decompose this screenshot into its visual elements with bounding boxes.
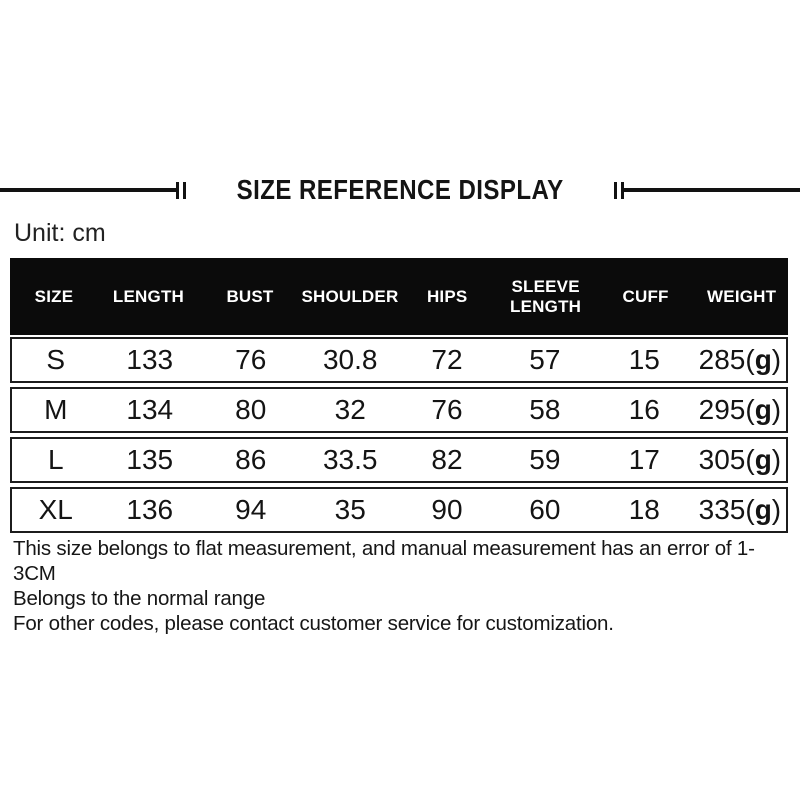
title-tick-icon (614, 182, 617, 199)
note-line: Belongs to the normal range (13, 587, 266, 610)
table-row (10, 437, 788, 483)
value-cell: 33.5 (322, 444, 378, 475)
title-band (0, 171, 800, 209)
value-cell: 15 (628, 344, 660, 375)
note-line: This size belongs to flat measurement, and manual measurement has an error of 1-3CM (13, 537, 755, 585)
column-header: BUST (226, 286, 274, 306)
value-cell: 76 (235, 344, 267, 375)
size-cell: L (47, 444, 64, 475)
size-cell: XL (38, 494, 73, 525)
value-cell: 35 (334, 494, 366, 525)
unit-label: Unit: cm (14, 219, 106, 247)
value-cell: 285(g) (698, 344, 782, 375)
value-cell: 30.8 (322, 344, 378, 375)
value-cell: 72 (431, 344, 463, 375)
value-cell: 17 (628, 444, 660, 475)
value-cell: 80 (235, 394, 267, 425)
size-cell: S (46, 344, 66, 375)
value-cell: 86 (235, 444, 267, 475)
title-tick-icon (183, 182, 186, 199)
value-cell: 135 (126, 444, 174, 475)
value-cell: 136 (126, 494, 174, 525)
table-header-row (10, 258, 788, 335)
value-cell: 58 (529, 394, 561, 425)
value-cell: 134 (126, 394, 174, 425)
title-rule-right (624, 188, 800, 192)
value-cell: 94 (235, 494, 267, 525)
column-header: WEIGHT (707, 286, 777, 306)
value-cell: 57 (529, 344, 561, 375)
title-rule-left (0, 188, 176, 192)
value-cell: 16 (628, 394, 660, 425)
value-cell: 82 (431, 444, 463, 475)
column-header: SLEEVE LENGTH (510, 276, 582, 316)
value-cell: 76 (431, 394, 463, 425)
value-cell: 90 (431, 494, 463, 525)
size-cell: M (44, 394, 68, 425)
table-body (10, 337, 788, 533)
table-row (10, 487, 788, 533)
column-header: HIPS (426, 286, 468, 306)
value-cell: 32 (334, 394, 366, 425)
value-cell: 59 (529, 444, 561, 475)
note-line: For other codes, please contact customer service for customization. (13, 612, 614, 635)
value-cell: 133 (126, 344, 174, 375)
column-header: LENGTH (112, 286, 185, 306)
column-header: SHOULDER (301, 286, 399, 306)
value-cell: 335(g) (698, 494, 782, 525)
size-table (10, 258, 788, 533)
table-row (10, 337, 788, 383)
value-cell: 60 (529, 494, 561, 525)
column-header: SIZE (34, 286, 74, 306)
value-cell: 295(g) (698, 394, 782, 425)
column-header: CUFF (622, 286, 669, 306)
title-tick-icon (176, 182, 179, 199)
value-cell: 305(g) (698, 444, 782, 475)
table-row (10, 387, 788, 433)
value-cell: 18 (628, 494, 660, 525)
measurement-notes (13, 536, 793, 636)
page-title: SIZE REFERENCE DISPLAY (236, 174, 564, 205)
